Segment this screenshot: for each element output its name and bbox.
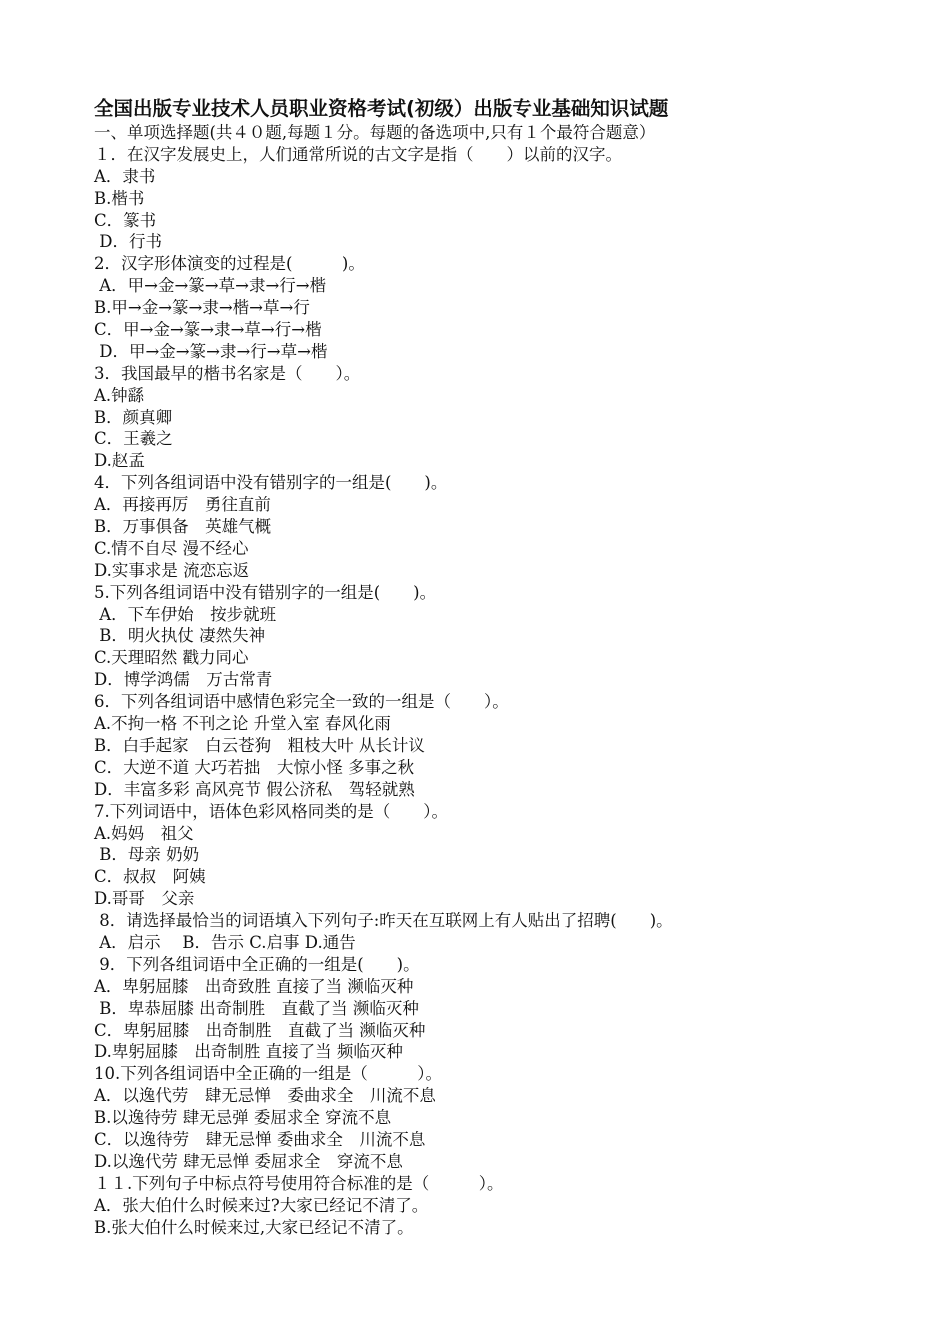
answer-option: D．博学鸿儒 万古常青 xyxy=(94,670,273,690)
answer-option: A.不拘一格 不刊之论 升堂入室 春风化雨 xyxy=(94,714,391,734)
answer-option: C.情不自尽 漫不经心 xyxy=(94,538,249,558)
answer-option: A.妈妈 祖父 xyxy=(94,823,194,843)
question-stem: 6．下列各组词语中感情色彩完全一致的一组是（ ）。 xyxy=(94,692,509,712)
question-list xyxy=(94,122,874,1238)
answer-option: B．卑恭屈膝 出奇制胜 直截了当 濒临灭种 xyxy=(94,998,419,1018)
answer-option: A.钟繇 xyxy=(94,385,145,405)
answer-option: D．甲→金→篆→隶→行→草→楷 xyxy=(94,341,328,361)
answer-option: A．下车伊始 按步就班 xyxy=(94,604,277,624)
answer-option: C．以逸待劳 肆无忌惮 委曲求全 川流不息 xyxy=(94,1129,426,1149)
answer-option: B.甲→金→篆→隶→楷→草→行 xyxy=(94,298,310,318)
answer-option: D.哥哥 父亲 xyxy=(94,889,195,909)
question-stem: １１.下列句子中标点符号使用符合标准的是（ ）。 xyxy=(94,1173,504,1193)
answer-option: A．张大伯什么时候来过?大家已经记不清了。 xyxy=(94,1195,429,1215)
answer-option: C.天理昭然 戳力同心 xyxy=(94,648,249,668)
document-title: 全国出版专业技术人员职业资格考试(初级）出版专业基础知识试题 xyxy=(94,97,669,120)
answer-option: B．明火执仗 凄然失神 xyxy=(94,626,266,646)
answer-option: D.卑躬屈膝 出奇制胜 直接了当 频临灭种 xyxy=(94,1042,403,1062)
question-stem: 7.下列词语中，语体色彩风格同类的是（ ）。 xyxy=(94,801,448,821)
answer-option: D．行书 xyxy=(94,232,162,252)
document-page xyxy=(94,96,874,1238)
answer-option: C．甲→金→篆→隶→草→行→楷 xyxy=(94,320,322,340)
question-stem: 2．汉字形体演变的过程是( )。 xyxy=(94,254,365,274)
question-stem: 5.下列各组词语中没有错别字的一组是( )。 xyxy=(94,582,437,602)
answer-option: D．丰富多彩 高风亮节 假公济私 驾轻就熟 xyxy=(94,779,415,799)
question-stem: 8．请选择最恰当的词语填入下列句子:昨天在互联网上有人贴出了招聘( )。 xyxy=(94,911,673,931)
question-stem: 3．我国最早的楷书名家是（ ）。 xyxy=(94,363,361,383)
section-heading: 一、单项选择题(共４０题,每题１分。每题的备选项中,只有１个最符合题意） xyxy=(94,123,656,142)
answer-option: A．启示 B．告示 C.启事 D.通告 xyxy=(94,932,356,952)
answer-option: A．再接再厉 勇往直前 xyxy=(94,495,271,515)
answer-option: D.赵孟 xyxy=(94,451,145,471)
answer-option: C．篆书 xyxy=(94,210,157,230)
answer-option: D.实事求是 流恋忘返 xyxy=(94,560,250,580)
answer-option: A．甲→金→篆→草→隶→行→楷 xyxy=(94,276,327,296)
answer-option: D.以逸代劳 肆无忌惮 委屈求全 穿流不息 xyxy=(94,1151,403,1171)
question-stem: 9．下列各组词语中全正确的一组是( )。 xyxy=(94,954,420,974)
answer-option: B．万事俱备 英雄气概 xyxy=(94,517,272,537)
answer-option: C．卑躬屈膝 出奇制胜 直截了当 濒临灭种 xyxy=(94,1020,426,1040)
answer-option: B．母亲 奶奶 xyxy=(94,845,200,865)
answer-option: A．隶书 xyxy=(94,166,156,186)
answer-option: B.楷书 xyxy=(94,188,145,208)
question-stem: 10.下列各组词语中全正确的一组是（ ）。 xyxy=(94,1064,442,1084)
answer-option: B．白手起家 白云苍狗 粗枝大叶 从长计议 xyxy=(94,735,425,755)
answer-option: B.以逸待劳 肆无忌弹 委屈求全 穿流不息 xyxy=(94,1108,392,1128)
answer-option: C．大逆不道 大巧若拙 大惊小怪 多事之秋 xyxy=(94,757,415,777)
answer-option: B.张大伯什么时候来过,大家已经记不清了。 xyxy=(94,1217,414,1237)
question-stem: １．在汉字发展史上，人们通常所说的古文字是指（ ）以前的汉字。 xyxy=(94,144,622,164)
answer-option: C．王羲之 xyxy=(94,429,173,449)
answer-option: A．卑躬屈膝 出奇致胜 直接了当 濒临灭种 xyxy=(94,976,414,996)
answer-option: A．以逸代劳 肆无忌惮 委曲求全 川流不息 xyxy=(94,1086,436,1106)
answer-option: C．叔叔 阿姨 xyxy=(94,867,206,887)
answer-option: B．颜真卿 xyxy=(94,407,173,427)
question-stem: 4．下列各组词语中没有错别字的一组是( )。 xyxy=(94,473,448,493)
